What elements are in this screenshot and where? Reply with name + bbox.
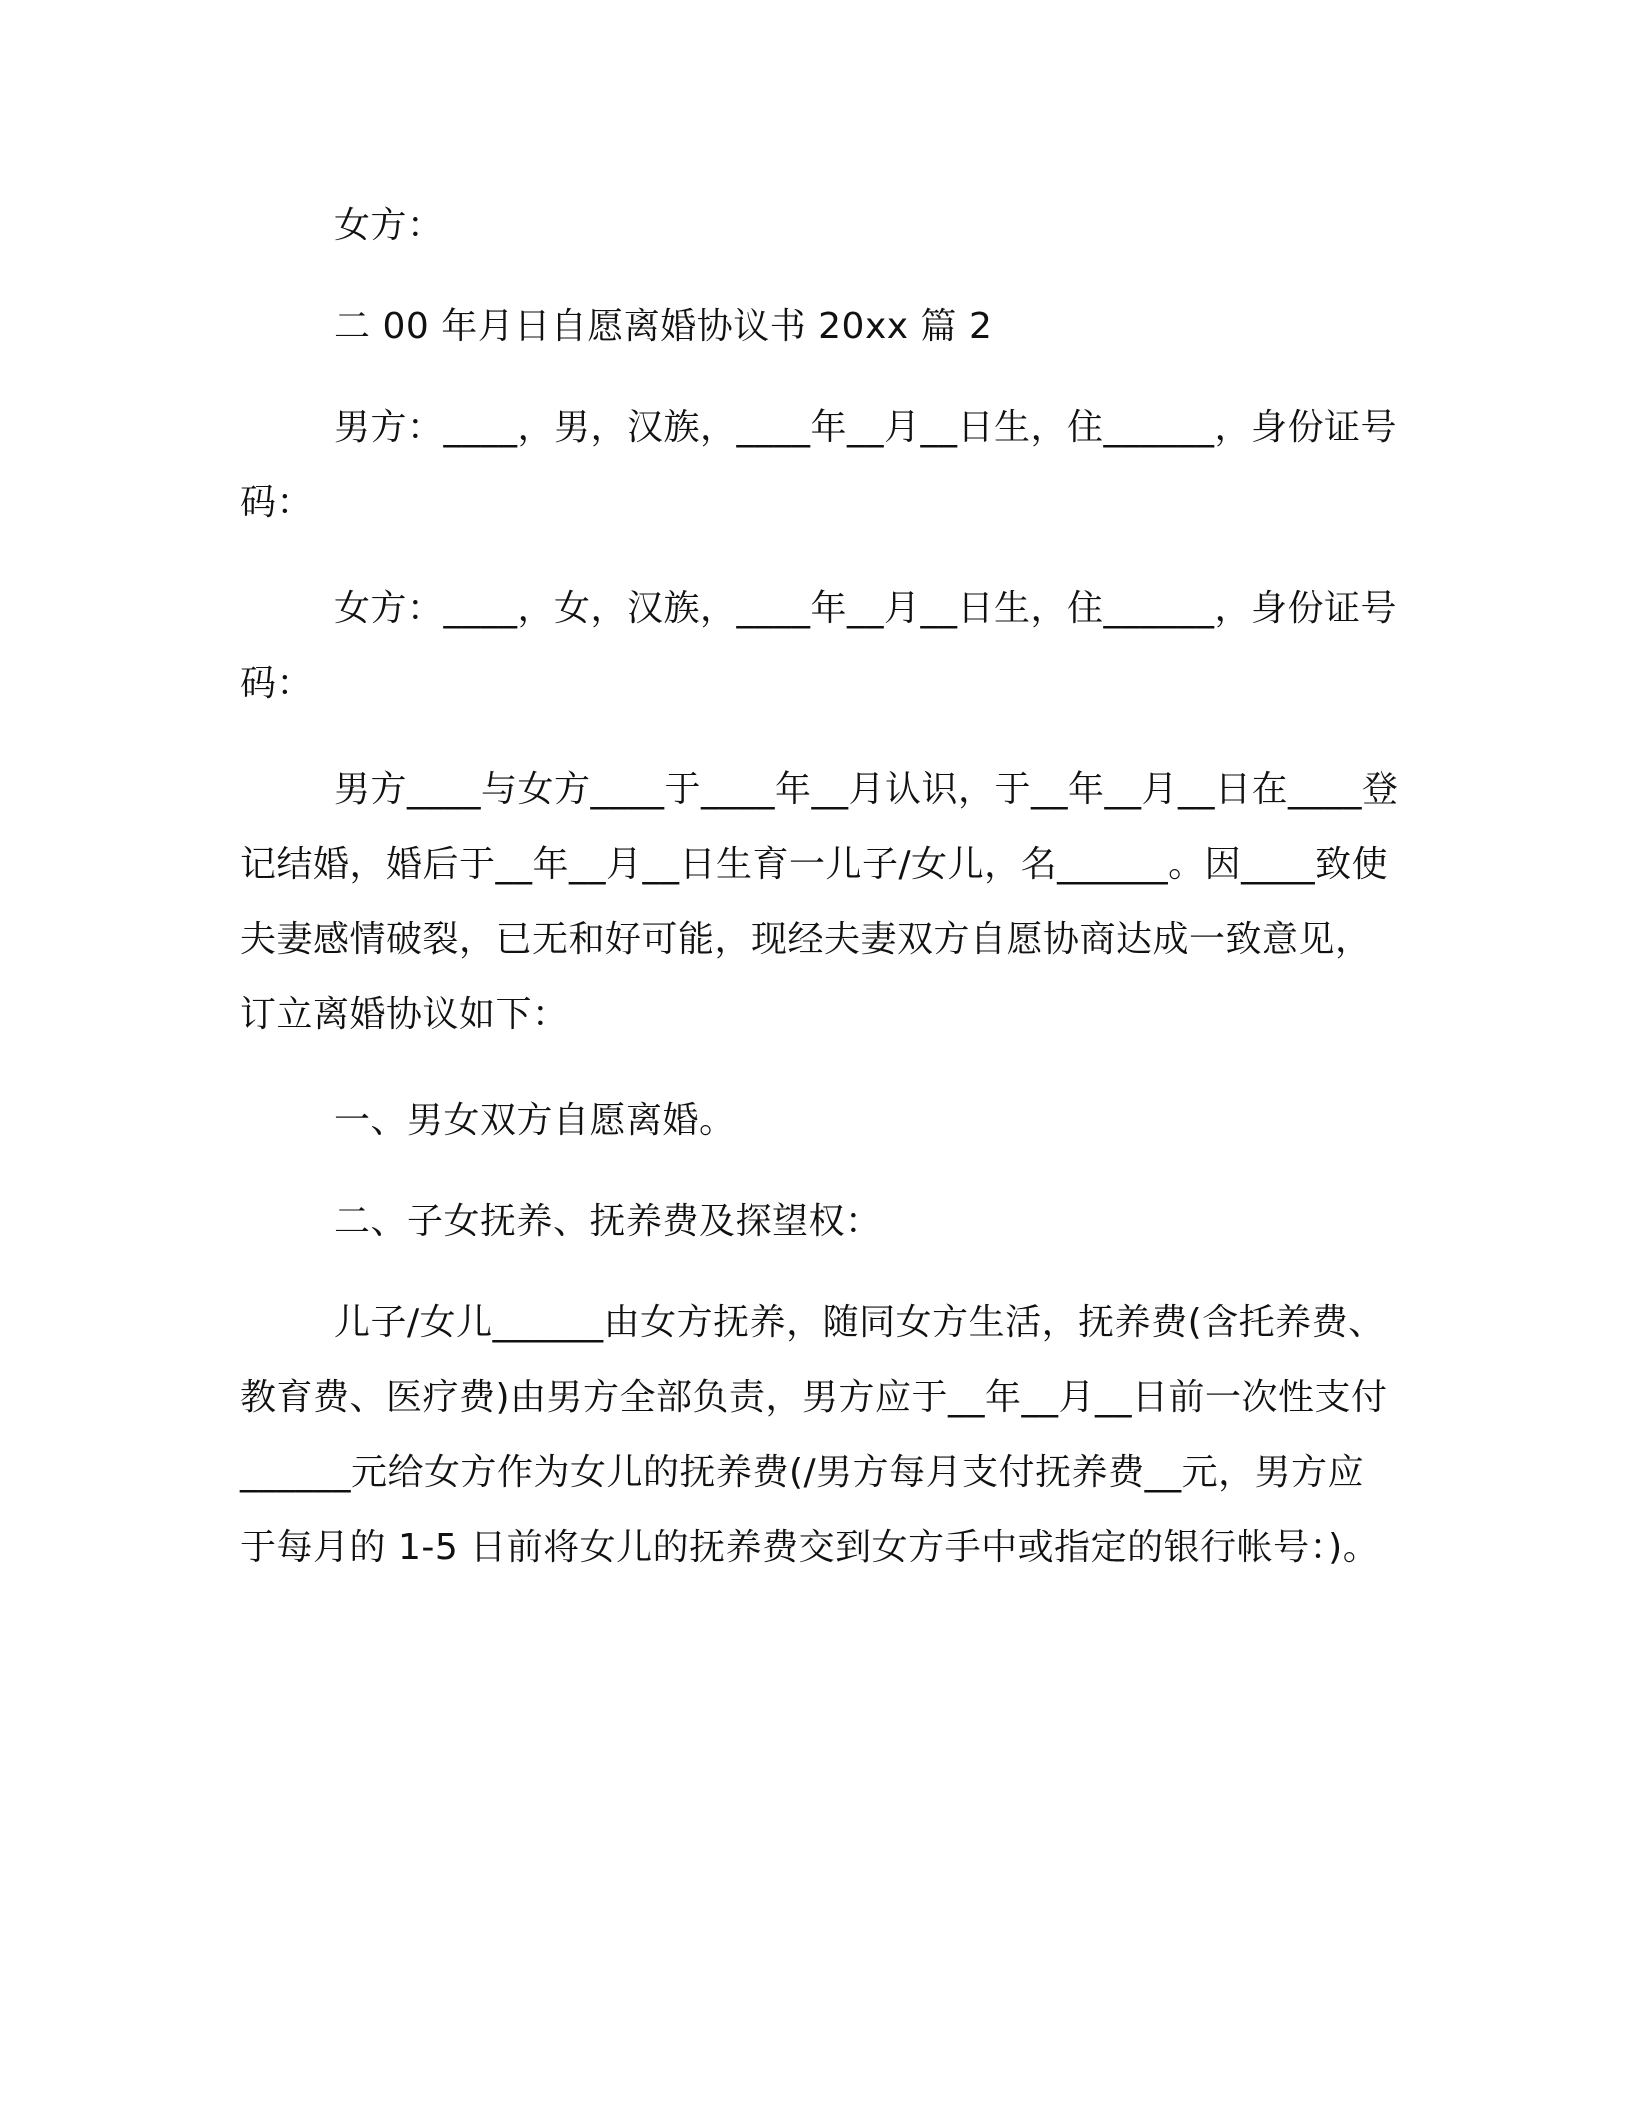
paragraph-male-party-info: 男方：____，男，汉族，____年__月__日生，住______，身份证号码： [240, 407, 1398, 523]
paragraph-female-party-info: 女方：____，女，汉族，____年__月__日生，住______，身份证号码： [240, 588, 1398, 704]
paragraph-section-heading: 二 00 年月日自愿离婚协议书 20xx 篇 2 [334, 306, 993, 347]
paragraph-clause-one: 一、男女双方自愿离婚。 [334, 1100, 736, 1141]
paragraph-child-support: 儿子/女儿______由女方抚养，随同女方生活，抚养费(含托养费、教育费、医疗费)由男方全部负责，男方应于__年__月__日前一次性支付______元给女方作为女儿的抚养费(/男方每月支付抚养费__元，男方应于每月的 1-5 日前将女儿的抚养费交到女方手中或指定的银行帐号：)。 [240, 1302, 1388, 1568]
document-body [240, 188, 1400, 1585]
paragraph-female-party-label: 女方： [334, 205, 444, 246]
paragraph-clause-two: 二、子女抚养、抚养费及探望权： [334, 1201, 882, 1242]
paragraph-marriage-background: 男方____与女方____于____年__月认识，于__年__月__日在____登记结婚，婚后于__年__月__日生育一儿子/女儿，名______。因____致使夫妻感情破裂，已无和好可能，现经夫妻双方自愿协商达成一致意见，订立离婚协议如下： [240, 769, 1399, 1035]
